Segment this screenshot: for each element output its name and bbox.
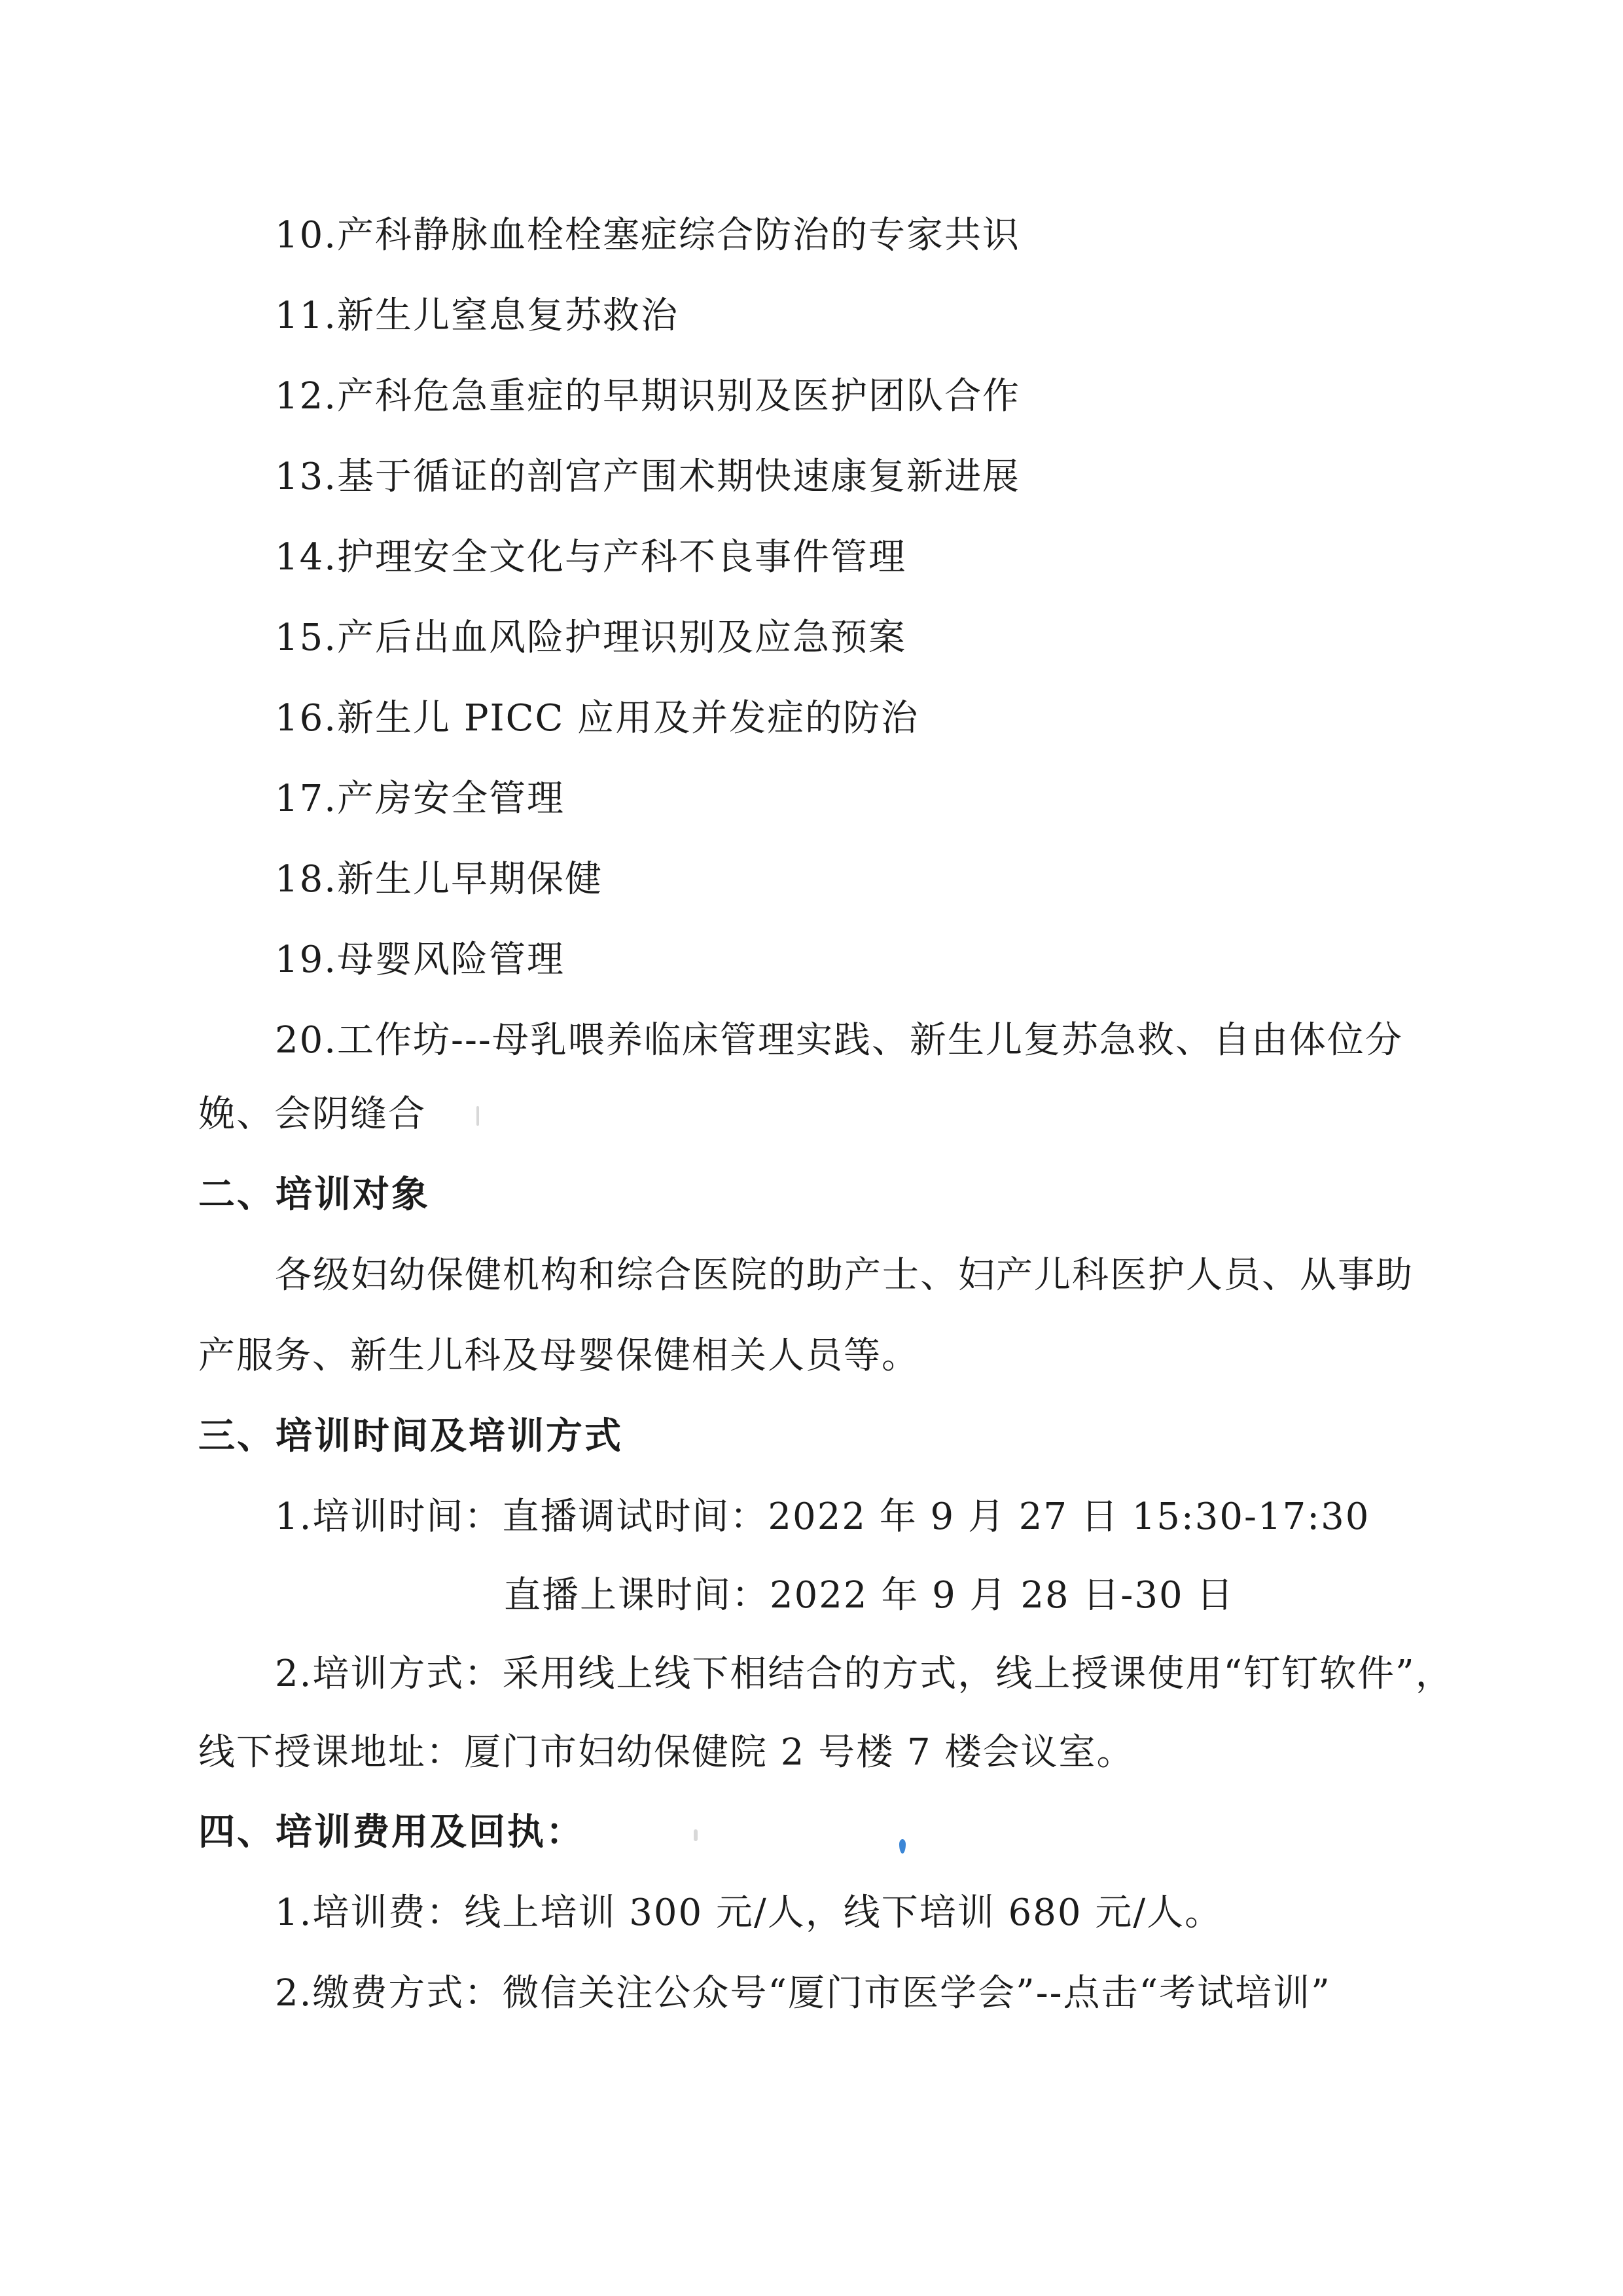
paragraph-line: 各级妇幼保健机构和综合医院的助产士、妇产儿科医护人员、从事助	[275, 1254, 1414, 1297]
list-item: 18.新生儿早期保健	[275, 858, 603, 901]
section-heading-training-fee: 四、培训费用及回执：	[198, 1811, 584, 1854]
paragraph-line: 2.培训方式：采用线上线下相结合的方式，线上授课使用“钉钉软件”，	[275, 1653, 1454, 1695]
list-item: 11.新生儿窒息复苏救治	[275, 295, 679, 337]
paragraph-line: 线下授课地址：厦门市妇幼保健院 2 号楼 7 楼会议室。	[198, 1731, 1135, 1774]
list-item: 14.护理安全文化与产科不良事件管理	[275, 536, 907, 579]
paragraph-line: 直播上课时间：2022 年 9 月 28 日-30 日	[504, 1574, 1235, 1617]
scan-speck	[476, 1106, 479, 1126]
list-item: 13.基于循证的剖宫产围术期快速康复新进展	[275, 456, 1021, 498]
scan-speck	[899, 1839, 906, 1854]
list-item: 16.新生儿 PICC 应用及并发症的防治	[275, 697, 919, 740]
list-item: 12.产科危急重症的早期识别及医护团队合作	[275, 375, 1021, 418]
list-item: 10.产科静脉血栓栓塞症综合防治的专家共识	[275, 214, 1021, 257]
list-item: 17.产房安全管理	[275, 778, 565, 820]
list-item: 20.工作坊---母乳喂养临床管理实践、新生儿复苏急救、自由体位分	[275, 1019, 1403, 1062]
paragraph-line: 产服务、新生儿科及母婴保健相关人员等。	[198, 1335, 919, 1377]
section-heading-training-target: 二、培训对象	[198, 1174, 430, 1216]
list-item: 19.母婴风险管理	[275, 939, 565, 981]
scan-speck	[694, 1829, 698, 1841]
paragraph-line: 1.培训费：线上培训 300 元/人，线下培训 680 元/人。	[275, 1892, 1223, 1934]
paragraph-line: 2.缴费方式：微信关注公众号“厦门市医学会”--点击“考试培训”	[275, 1972, 1331, 2015]
list-item-continuation: 娩、会阴缝合	[198, 1093, 426, 1136]
paragraph-line: 1.培训时间：直播调试时间：2022 年 9 月 27 日 15:30-17:30	[275, 1496, 1370, 1538]
section-heading-training-time: 三、培训时间及培训方式	[198, 1415, 623, 1458]
list-item: 15.产后出血风险护理识别及应急预案	[275, 617, 907, 659]
